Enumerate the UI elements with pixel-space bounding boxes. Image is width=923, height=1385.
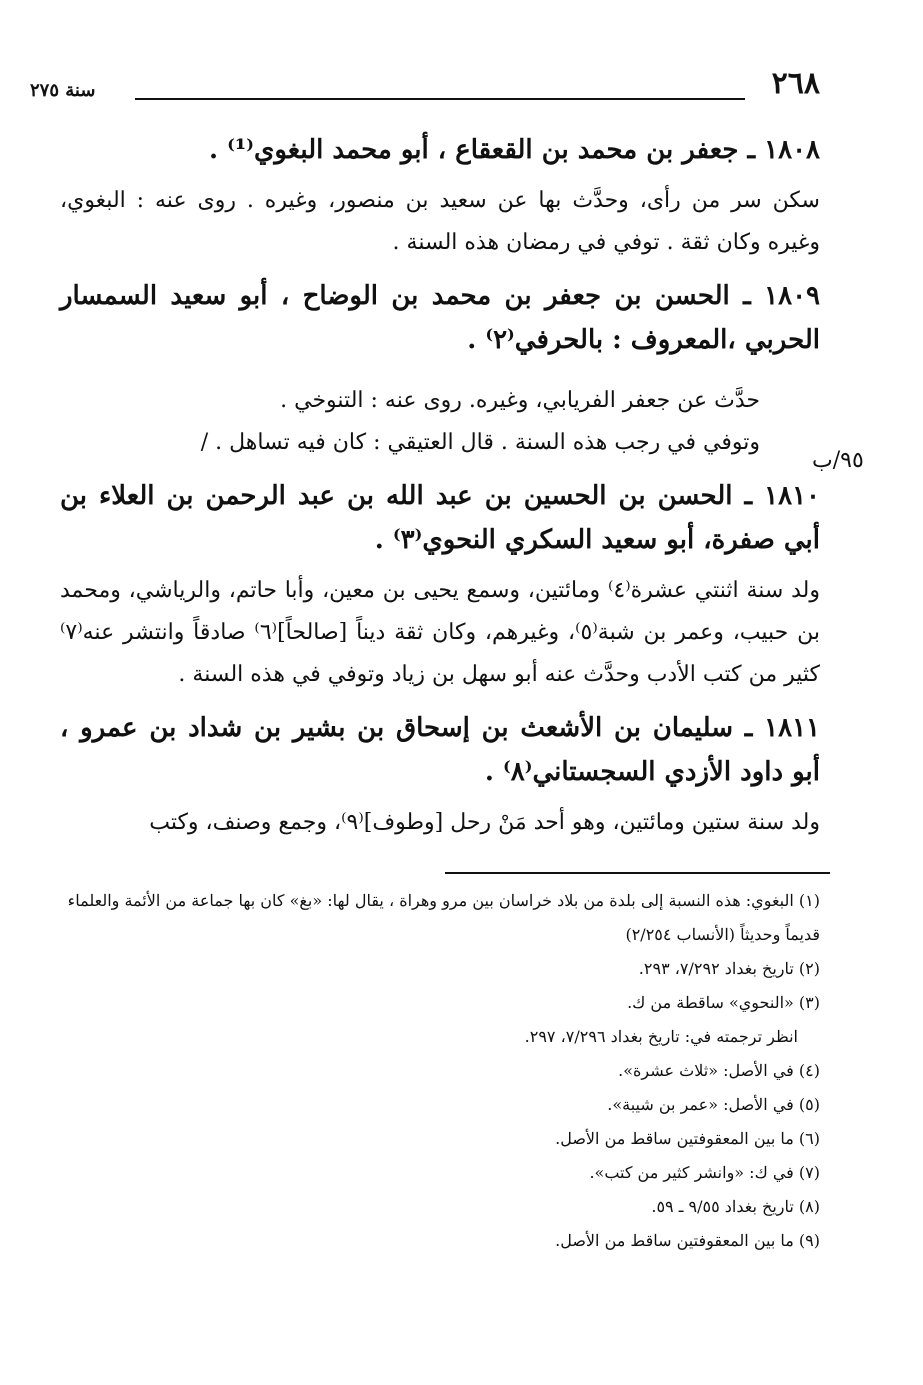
footnote-6: (٦) ما بين المعقوفتين ساقط من الأصل.	[555, 1129, 820, 1148]
footnote-5: (٥) في الأصل: «عمر بن شيبة».	[607, 1095, 820, 1114]
running-head: سنة ٢٧٥	[30, 80, 96, 101]
page-header	[30, 66, 820, 106]
footnote-9: (٩) ما بين المعقوفتين ساقط من الأصل.	[555, 1231, 820, 1250]
footnote-8: (٨) تاريخ بغداد ٩/٥٥ ـ ٥٩.	[651, 1197, 820, 1216]
entry-heading: ١٨٠٩ ـ الحسن بن جعفر بن محمد بن الوضاح ، أبو سعيد السمسار الحربي ،المعروف : بالحرفي⁽٢⁾ .	[60, 281, 820, 355]
entry-1808	[60, 128, 820, 264]
footnote-7: (٧) في ك: «وانشر كثير من كتب».	[589, 1163, 820, 1182]
footnotes	[60, 884, 820, 1258]
entry-heading: ١٨١١ ـ سليمان بن الأشعث بن إسحاق بن بشير بن شداد بن عمرو ، أبو داود الأزدي السجستاني⁽٨⁾ .	[60, 713, 820, 787]
entry-1810	[60, 474, 820, 696]
footnote-3-continuation: انظر ترجمته في: تاريخ بغداد ٧/٢٩٦، ٢٩٧.	[524, 1027, 798, 1046]
entry-heading: ١٨٠٨ ـ جعفر بن محمد بن القعقاع ، أبو محمد البغوي⁽¹⁾ .	[209, 135, 820, 165]
entry-paragraph: ولد سنة اثنتي عشرة⁽٤⁾ ومائتين، وسمع يحيى بن معين، وأبا حاتم، والرياشي، ومحمد بن حبيب، وعمر بن شبة⁽٥⁾، وغيرهم، وكان ثقة ديناً [صالحاً]⁽٦⁾ صادقاً وانتشر عنه⁽٧⁾ كثير من كتب الأدب وحدَّث عنه أبو سهل بن زياد وتوفي في هذه السنة .	[60, 578, 821, 687]
entry-paragraph: وتوفي في رجب هذه السنة . قال العتيقي : كان فيه تساهل . /	[200, 430, 760, 455]
margin-folio-note: ٩٥/ب	[812, 448, 864, 473]
main-text	[60, 128, 820, 854]
entry-paragraph: سكن سر من رأى، وحدَّث بها عن سعيد بن منصور، وغيره . روى عنه : البغوي، وغيره وكان ثقة . توفي في رمضان هذه السنة .	[60, 188, 820, 255]
entry-heading: ١٨١٠ ـ الحسن بن الحسين بن عبد الله بن عبد الرحمن بن العلاء بن أبي صفرة، أبو سعيد السكري النحوي⁽٣⁾ .	[60, 481, 820, 555]
footnote-4: (٤) في الأصل: «ثلاث عشرة».	[618, 1061, 820, 1080]
footnote-3: (٣) «النحوي» ساقطة من ك.	[627, 993, 820, 1012]
page-number: ٢٦٨	[771, 66, 820, 101]
entry-1811	[60, 706, 820, 844]
entry-1809	[60, 274, 820, 464]
entry-paragraph: ولد سنة ستين ومائتين، وهو أحد مَنْ رحل [وطوف]⁽٩⁾، وجمع وصنف، وكتب	[149, 810, 820, 835]
footnote-2: (٢) تاريخ بغداد ٧/٢٩٢، ٢٩٣.	[638, 959, 820, 978]
header-rule	[135, 98, 745, 100]
entry-paragraph: حدَّث عن جعفر الفريابي، وغيره. روى عنه : التنوخي .	[280, 388, 760, 413]
footnote-1: (١) البغوي: هذه النسبة إلى بلدة من بلاد خراسان بين مرو وهراة ، يقال لها: «بغ» كان بها جماعة من الأئمة والعلماء قديماً وحديثاً (الأنساب ٢/٢٥٤)	[67, 891, 820, 944]
footnote-rule	[445, 872, 830, 874]
